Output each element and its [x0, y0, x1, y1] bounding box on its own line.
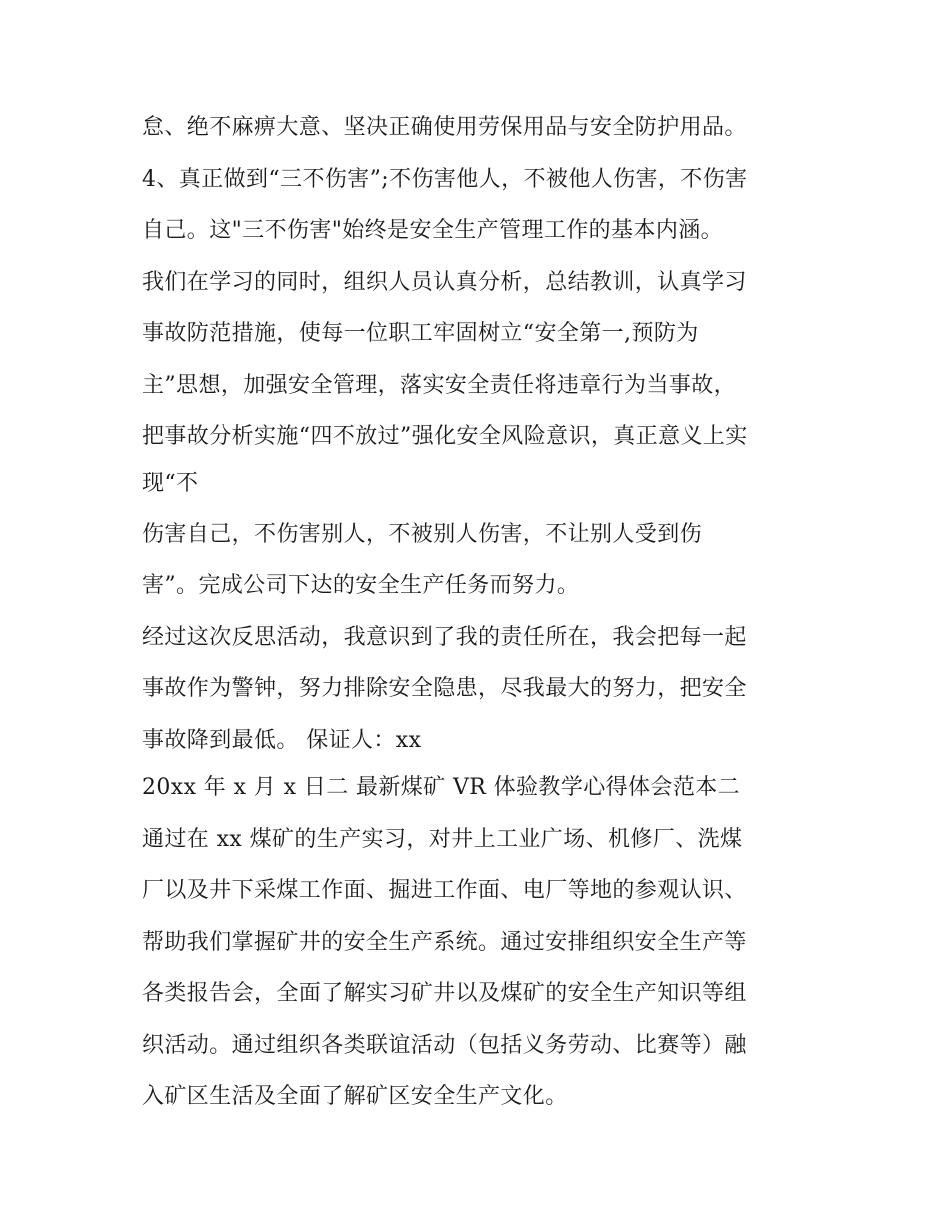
text-line: 入矿区生活及全面了解矿区安全生产文化。: [142, 1084, 568, 1109]
text-line: 各类报告会，全面了解实习矿井以及煤矿的安全生产知识等组: [142, 981, 747, 1006]
text-line: 怠、绝不麻痹大意、坚决正确使用劳保用品与安全防护用品。: [142, 115, 747, 140]
text-line: 事故降到最低。 保证人：xx: [142, 728, 422, 753]
text-line: 自己。这"三不伤害"始终是安全生产管理工作的基本内涵。: [142, 218, 724, 243]
text-line: 把事故分析实施“四不放过”强化安全风险意识，真正意义上实: [142, 424, 748, 449]
text-line: 事故防范措施，使每一位职工牢固树立“安全第一,预防为: [142, 321, 699, 346]
text-line: 帮助我们掌握矿井的安全生产系统。通过安排组织安全生产等: [142, 930, 747, 955]
text-line: 害”。完成公司下达的安全生产任务而努力。: [142, 573, 580, 598]
text-line: 厂以及井下采煤工作面、掘进工作面、电厂等地的参观认识、: [142, 878, 747, 903]
text-line: 事故作为警钟，努力排除安全隐患，尽我最大的努力，把安全: [142, 676, 747, 701]
text-line: 经过这次反思活动，我意识到了我的责任所在，我会把每一起: [142, 625, 747, 650]
text-line: 织活动。通过组织各类联谊活动（包括义务劳动、比赛等）融: [142, 1033, 747, 1058]
text-line: 伤害自己，不伤害别人，不被别人伤害，不让别人受到伤: [142, 522, 703, 547]
text-line: 我们在学习的同时，组织人员认真分析，总结教训，认真学习: [142, 270, 747, 295]
text-line: 主”思想，加强安全管理，落实安全责任将违章行为当事故，: [142, 373, 737, 398]
text-line: 现“不: [142, 471, 199, 496]
text-line: 4、真正做到“三不伤害”;不伤害他人，不被他人伤害，不伤害: [142, 167, 748, 192]
text-line: 20xx 年 x 月 x 日二 最新煤矿 VR 体验教学心得体会范本二: [142, 775, 741, 800]
text-line: 通过在 xx 煤矿的生产实习，对井上工业广场、机修厂、洗煤: [142, 827, 743, 852]
